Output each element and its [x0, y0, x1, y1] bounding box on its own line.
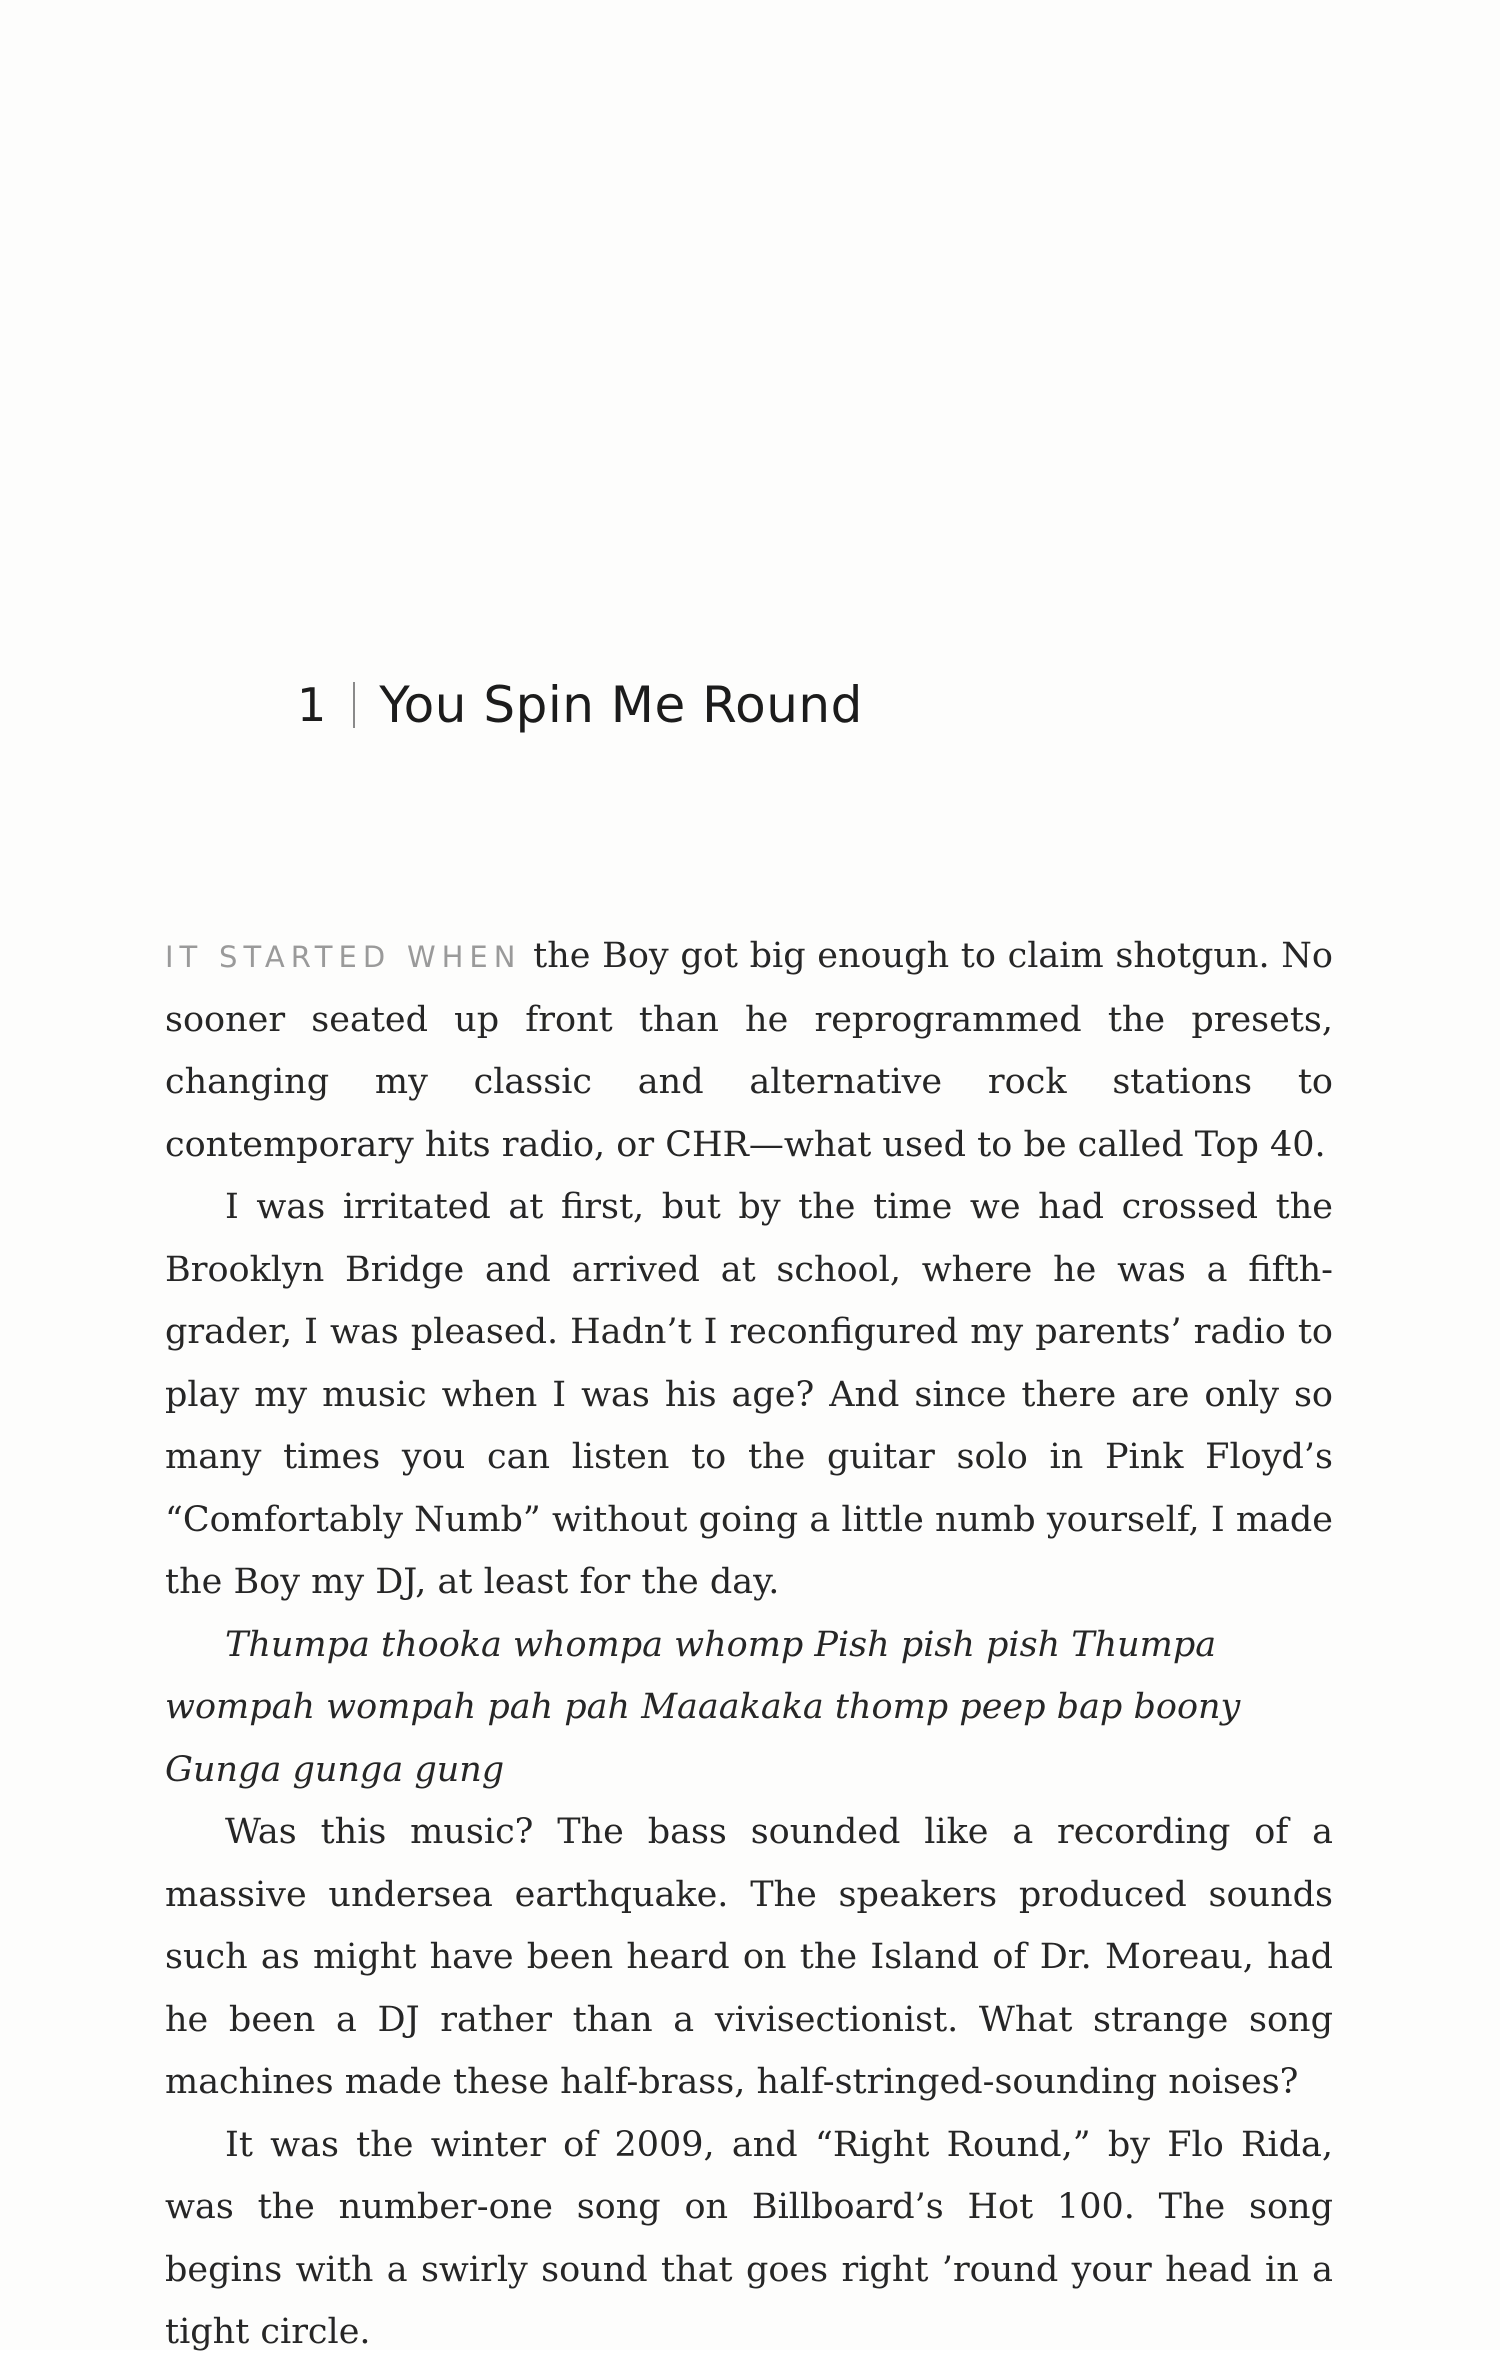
chapter-heading: [297, 670, 863, 740]
paragraph-3-onomatopoeia: Thumpa thooka whompa whomp Pish pish pish Thumpa wompah wompah pah pah Maaakaka thomp peep bap boony Gunga gunga gung: [165, 1624, 1241, 1790]
chapter-number: 1: [297, 678, 328, 732]
lead-in-small-caps: IT STARTED WHEN: [165, 940, 522, 974]
paragraph-1-text: the Boy got big enough to claim shotgun. No sooner seated up front than he reprogrammed the presets, changing my classic and alternative rock stations to contemporary hits radio, or CHR—what used to be called Top 40.: [165, 936, 1333, 1165]
chapter-body: [165, 925, 1333, 2364]
paragraph-4: Was this music? The bass sounded like a recording of a massive undersea earthquake. The speakers produced sounds such as might have been heard on the Island of Dr. Moreau, had he been a DJ rather than a vivisectionist. What strange song machines made these half-brass, half-stringed-sounding noises?: [165, 1812, 1333, 2102]
chapter-divider: [353, 682, 355, 728]
paragraph-1: [165, 925, 1333, 1176]
paragraph-5: It was the winter of 2009, and “Right Round,” by Flo Rida, was the number-one song on Billboard’s Hot 100. The song begins with a swirly sound that goes right ’round your head in a tight circle.: [165, 2124, 1333, 2352]
chapter-title: You Spin Me Round: [379, 676, 863, 734]
paragraph-2: I was irritated at first, but by the time we had crossed the Brooklyn Bridge and arrived at school, where he was a fifth-grader, I was pleased. Hadn’t I reconfigured my parents’ radio to play my music when I was his age? And since there are only so many times you can listen to the guitar solo in Pink Floyd’s “Comfortably Numb” without going a little numb yourself, I made the Boy my DJ, at least for the day.: [165, 1187, 1333, 1602]
